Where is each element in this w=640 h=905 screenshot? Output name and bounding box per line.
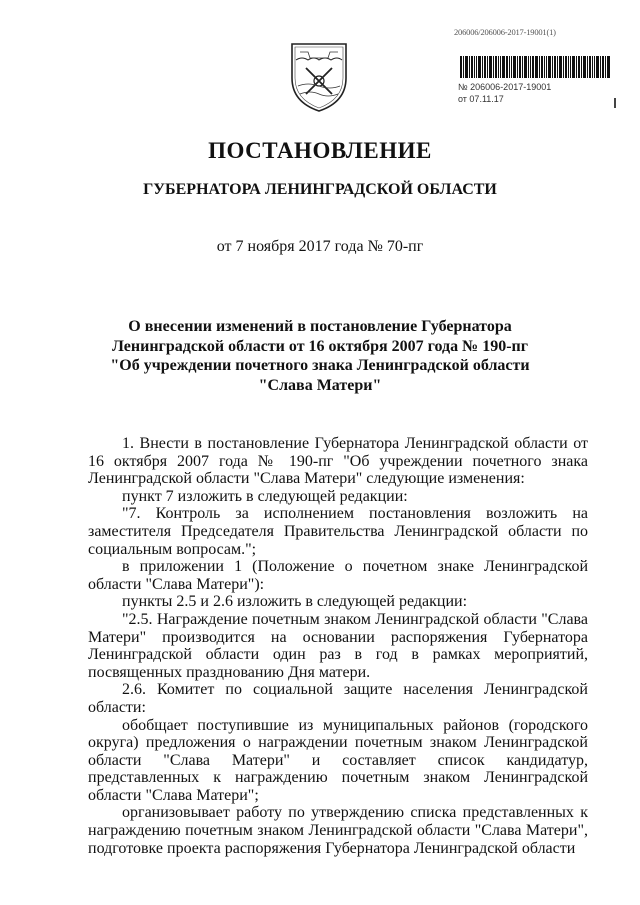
subject-line: "Слава Матери" [258, 376, 382, 394]
document-subject [0, 317, 640, 395]
document-date-number: от 7 ноября 2017 года № 70-пг [216, 238, 424, 255]
subject-line: О внесении изменений в постановление Губернатора [128, 318, 512, 335]
registration-number: № 206006-2017-19001 [458, 82, 552, 92]
issuing-authority: ГУБЕРНАТОРА ЛЕНИНГРАДСКОЙ ОБЛАСТИ [143, 181, 497, 198]
document-title: ПОСТАНОВЛЕНИЕ [208, 138, 432, 163]
paragraph: пункты 2.5 и 2.6 изложить в следующей редакции: [122, 593, 468, 611]
paragraph: "7. Контроль за исполнением постановления возложить на заместителя Председателя Правительства Ленинградской области по социальным вопросам."; [88, 505, 588, 558]
subject-line: Ленинградской области от 16 октября 2007 года № 190-пг [111, 337, 529, 355]
paragraph: 1. Внести в постановление Губернатора Ленинградской области от 16 октября 2007 года № 190-пг "Об учреждении почетного знака Ленинградской области "Слава Матери" следующие изменения: [88, 435, 588, 488]
paragraph: пункт 7 изложить в следующей редакции: [122, 487, 408, 505]
margin-mark [614, 98, 616, 108]
subject-line: "Об учреждении почетного знака Ленинградской области [110, 357, 530, 374]
paragraph: 2.6. Комитет по социальной защите населения Ленинградской области: [88, 681, 588, 716]
coat-of-arms-emblem [288, 38, 350, 114]
registration-date: от 07.11.17 [458, 94, 504, 104]
paragraph: обобщает поступившие из муниципальных районов (городского округа) предложения о награждении почетным знаком Ленинградской области "Слава Матери" и составляет список кандидатур, представленных к награждению почетным знаком Ленинградской области "Слава Матери"; [88, 716, 588, 804]
paragraph: "2.5. Награждение почетным знаком Ленинградской области "Слава Матери" производится на основании распоряжения Губернатора Ленинградской области один раз в год в рамках мероприятий, посвященных празднованию Дня матери. [88, 610, 588, 681]
document-code: 206006/206006-2017-19001(1) [454, 27, 556, 37]
paragraph: организовывает работу по утверждению списка представленных к награждению почетным знаком Ленинградской области "Слава Матери", подготовке проекта распоряжения Губернатора Ленинградской области [88, 804, 588, 857]
barcode [460, 56, 612, 84]
paragraph: в приложении 1 (Положение о почетном знаке Ленинградской области "Слава Матери"): [88, 558, 588, 593]
document-body [88, 435, 588, 857]
